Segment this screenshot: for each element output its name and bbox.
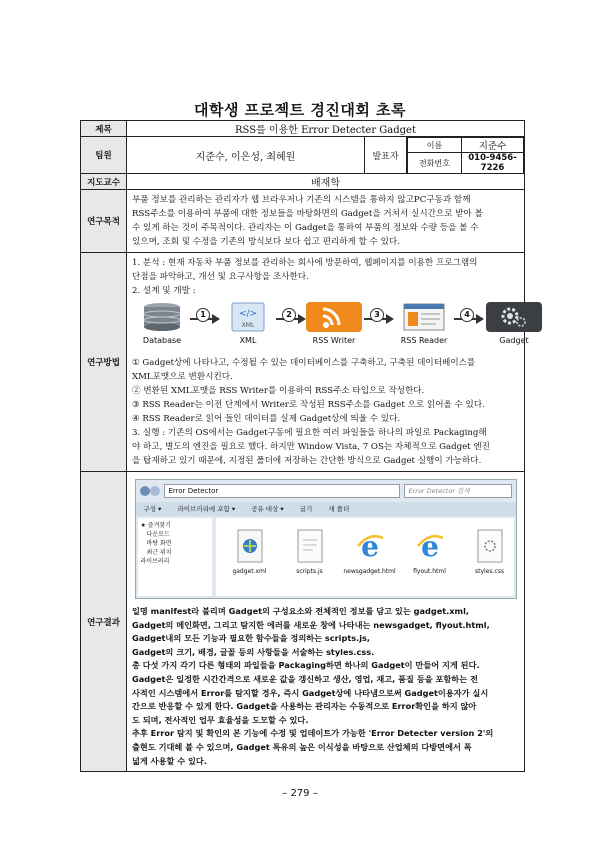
file-name: gadget.xml [232,568,267,575]
method-step-line: ④ RSS Reader로 읽어 들인 데이터를 실제 Gadget상에 띄울 수 있다. [132,414,401,424]
sidebar-item: 최근 위치 [146,549,172,556]
step-number: 1 [196,308,210,322]
file-name: styles.css [475,568,504,575]
rss-icon [306,302,362,332]
toolbar-item: 굽기 [299,505,313,513]
subject-value: RSS를 이용한 Error Detecter Gadget [127,121,525,137]
sidebar-item: 다운로드 [146,531,170,538]
css-file-icon [475,528,505,564]
svg-text:e: e [360,530,379,563]
sidebar-item: ★ 즐겨찾기 [140,522,171,529]
purpose-label: 연구목적 [81,190,127,253]
ie-html-icon [415,528,445,564]
method-intro-line: 1. 분석 : 현재 자동차 부품 정보를 관리하는 회사에 방문하여, 웹페이지를 이용한 프로그램의 [132,258,478,268]
ie-html-icon [355,528,385,564]
method-step-line: ③ RSS Reader는 이전 단계에서 Writer로 작성된 RSS주소를 Gadget 으로 읽어올 수 있다. [132,400,485,410]
result-line: 추후 Error 탐지 및 확인의 본 기능에 수정 및 업데이트가 가능한 'Error Detecter version 2'의 [132,728,494,739]
method-intro-line: 단점을 파악하고, 개선 및 요구사항을 조사한다. [132,272,309,282]
phone-key: 전화번호 [408,153,462,174]
gadget-icon [486,302,542,332]
arrow-icon [454,310,480,324]
explorer-address-bar [140,484,512,498]
subject-label: 제목 [81,121,127,137]
arrow-icon [190,310,216,324]
toolbar-item: 새 폴더 [328,505,350,513]
explorer-file-area [216,518,514,596]
result-label: 연구결과 [81,472,127,772]
result-line: Gadget의 메인화면, 그리고 탐지한 에러를 새로운 창에 나타내는 newsgadget, flyout.html, [132,619,490,630]
step-number: 3 [370,308,384,322]
explorer-path: Error Detector [164,484,400,498]
svg-text:e: e [420,530,439,563]
name-key: 이름 [408,138,462,153]
step-number: 2 [282,308,296,322]
method-step-line: 3. 실행 : 기존의 OS에서는 Gadget구동에 필요한 여러 파일들을 하나의 파일로 Packaging해 [132,428,487,438]
pipeline-stage-database [132,302,192,348]
pipeline-diagram [132,302,529,350]
pipeline-stage-xml [218,302,278,348]
file-name: flyout.html [413,568,446,575]
page-number: – 279 – [282,788,318,799]
team-label: 팀원 [81,137,127,174]
method-step-line: XML포맷으로 변환시킨다. [132,372,233,382]
file-item [462,528,518,575]
result-line: 넓게 사용할 수 있다. [132,755,207,766]
method-intro-line: 2. 설계 및 개발 : [132,286,196,296]
stage-label: Gadget [499,336,529,345]
file-item [402,528,458,575]
rss-reader-icon [396,302,452,332]
pipeline-stage-gadget [484,302,544,348]
purpose-line: 부품 정보를 관리하는 관리자가 웹 브라우저나 기존의 시스템을 통하지 않고PC구동과 함께 [132,195,471,205]
explorer-sidebar [138,518,212,596]
file-item [282,528,338,575]
method-step-line: ② 변환된 XML포맷을 RSS Writer를 이용하여 RSS주소 타입으로 작성한다. [132,386,425,396]
result-line: 도 되며, 전사적인 업무 효율성을 도모할 수 있다. [132,714,309,725]
purpose-text [127,190,525,253]
result-text [127,605,524,771]
explorer-screenshot [135,479,517,599]
presenter-info [407,137,525,174]
database-icon [134,302,190,332]
method-label: 연구방법 [81,253,127,472]
purpose-line: 수 있게 하는 것이 주목적이다. 관리자는 이 Gadget을 통하여 부품의 정보와 수량 등을 볼 수 [132,223,479,233]
result-line: Gadget의 크기, 배경, 글꼴 등의 사항들을 서술하는 styles.css. [132,646,375,657]
svg-text:</>: </> [238,309,258,319]
stage-label: Database [142,336,182,345]
result-line: Gadget은 일정한 시간간격으로 새로운 값을 갱신하고 생산, 영업, 재고, 품질 등을 포함하는 전 [132,673,478,684]
pipeline-stage-rss-writer [304,302,364,348]
presenter-name: 지준수 [462,138,524,153]
method-step-line: 야 하고, 별도의 엔진을 필요로 했다. 하지만 Window Vista, 7 OS는 자체적으로 Gadget 엔진 [132,442,490,452]
method-step-line: ① Gadget상에 나타나고, 수정될 수 있는 데이터베이스를 구축하고, 구축된 데이터베이스를 [132,358,476,368]
result-line: 사적인 시스템에서 Error를 탐지할 경우, 즉시 Gadget상에 나타냄으로써 Gadget이용자가 실시 [132,687,489,698]
result-line: 일명 manifest라 불리며 Gadget의 구성요소와 전체적인 정보를 담고 있는 gadget.xml, [132,606,470,616]
page-title: 대학생 프로젝트 경진대회 초록 [193,101,407,119]
arrow-icon [276,310,302,324]
arrow-icon [364,310,390,324]
script-file-icon [295,528,325,564]
file-item [342,528,398,575]
presenter-label: 발표자 [365,137,407,174]
abstract-table [80,120,529,772]
file-name: newsgadget.html [343,568,396,575]
method-step-line: 을 탑재하고 있기 때문에, 지정된 폴더에 저장하는 간단한 방식으로 Gadget 실행이 가능하다. [132,456,482,466]
step-number: 4 [460,308,474,322]
stage-label: XML [239,336,257,345]
team-members: 지준수, 이은성, 최혜원 [127,137,365,174]
advisor-label: 지도교수 [81,174,127,190]
result-line: 간으로 반응할 수 있게 한다. Gadget을 사용하는 관리자는 수동적으로 Error확인을 하지 않아 [132,701,477,712]
toolbar-item: 구성 ▾ [143,505,162,513]
result-line: Gadget내의 모든 기능과 필요한 함수들을 정의하는 scripts.js, [132,633,371,644]
explorer-search: Error Detector 검색 [404,484,512,498]
sidebar-item: 라이브러리 [140,558,170,565]
advisor-name: 배재학 [127,174,525,190]
result-line: 총 다섯 가지 각기 다른 형태의 파일들을 Packaging하면 하나의 Gadget이 만들어 지게 된다. [132,660,480,671]
xml-file-icon [220,302,276,332]
result-line: 출현도 기대해 볼 수 있으며, Gadget 특유의 높은 이식성을 바탕으로 산업체의 다방면에서 폭 [132,741,472,752]
purpose-line: RSS주소를 이용하여 부품에 대한 정보들을 바탕화면의 Gadget을 거쳐서 실시간으로 받아 볼 [132,209,483,219]
result-content [127,472,525,772]
nav-arrows-icon [140,485,160,497]
explorer-toolbar [136,502,516,516]
purpose-line: 있으며, 조회 및 수정을 기존의 방식보다 보다 쉽고 편리하게 할 수 있다. [132,237,400,247]
xml-icon-text: XML [241,322,255,329]
stage-label: RSS Reader [400,336,448,345]
sidebar-item: 바탕 화면 [146,540,172,547]
stage-label: RSS Writer [312,336,356,345]
file-name: scripts.js [296,568,323,575]
pipeline-stage-rss-reader [394,302,454,348]
toolbar-item: 라이브러리에 포함 ▾ [177,505,236,513]
method-text [127,253,529,472]
toolbar-item: 공유 대상 ▾ [251,505,284,513]
file-item [222,528,278,575]
xml-file-icon [235,528,265,564]
presenter-phone: 010-9456-7226 [462,153,524,174]
